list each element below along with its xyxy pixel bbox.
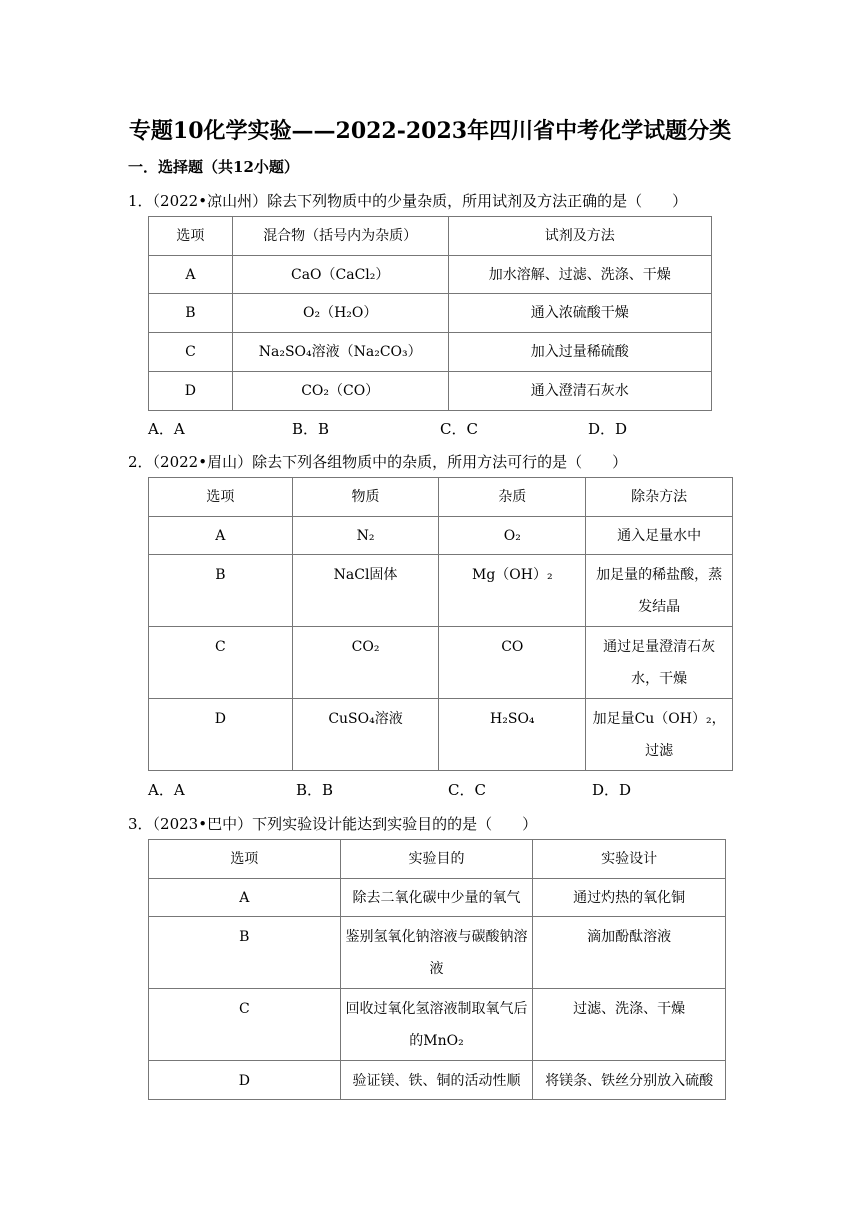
page-title: 专题10化学实验——2022-2023年四川省中考化学试题分类 <box>128 118 732 144</box>
table-header-cell: 杂质 <box>439 478 586 517</box>
option-c[interactable]: C．C <box>448 781 486 799</box>
table-cell: 滴加酚酞溶液 <box>533 917 726 989</box>
table-cell: 鉴别氢氧化钠溶液与碳酸钠溶液 <box>340 917 533 989</box>
table-cell: CuSO₄溶液 <box>292 699 439 771</box>
table-cell: 通过灼热的氧化铜 <box>533 879 726 917</box>
table-row <box>149 879 726 917</box>
question-1-stem: 1．（2022•凉山州）除去下列物质中的少量杂质，所用试剂及方法正确的是（ ） <box>128 192 688 210</box>
table-cell: 回收过氧化氢溶液制取氧气后的MnO₂ <box>340 989 533 1061</box>
table-cell: NaCl固体 <box>292 555 439 627</box>
table-cell: C <box>149 333 233 372</box>
table-cell: 加入过量稀硫酸 <box>448 333 711 372</box>
table-cell: 过滤、洗涤、干燥 <box>533 989 726 1061</box>
question-1-table <box>148 216 712 411</box>
table-row <box>149 699 733 771</box>
table-cell: 通入足量水中 <box>586 517 733 555</box>
table-row <box>149 294 712 333</box>
question-3-stem: 3．（2023•巴中）下列实验设计能达到实验目的的是（ ） <box>128 815 538 833</box>
table-header-cell: 混合物（括号内为杂质） <box>232 217 448 256</box>
option-b[interactable]: B．B <box>292 420 330 438</box>
table-cell: B <box>149 917 341 989</box>
table-row <box>149 372 712 411</box>
table-cell: N₂ <box>292 517 439 555</box>
table-cell: O₂ <box>439 517 586 555</box>
table-cell: C <box>149 989 341 1061</box>
option-d[interactable]: D．D <box>592 781 632 799</box>
table-header-row <box>149 840 726 879</box>
table-cell: 除去二氧化碳中少量的氧气 <box>340 879 533 917</box>
table-row <box>149 1061 726 1100</box>
table-row <box>149 333 712 372</box>
table-cell: 通过足量澄清石灰水，干燥 <box>586 627 733 699</box>
table-cell: A <box>149 256 233 294</box>
table-cell: A <box>149 517 293 555</box>
table-cell: 加水溶解、过滤、洗涤、干燥 <box>448 256 711 294</box>
option-a[interactable]: A．A <box>148 420 185 438</box>
table-cell: CO₂（CO） <box>232 372 448 411</box>
table-header-row <box>149 217 712 256</box>
table-header-cell: 试剂及方法 <box>448 217 711 256</box>
table-cell: CO₂ <box>292 627 439 699</box>
table-cell: C <box>149 627 293 699</box>
table-cell: 加足量的稀盐酸，蒸发结晶 <box>586 555 733 627</box>
table-header-row <box>149 478 733 517</box>
table-cell: B <box>149 294 233 333</box>
table-cell: CaO（CaCl₂） <box>232 256 448 294</box>
table-cell: O₂（H₂O） <box>232 294 448 333</box>
table-row <box>149 627 733 699</box>
table-cell: 加足量Cu（OH）₂，过滤 <box>586 699 733 771</box>
table-cell: 通入澄清石灰水 <box>448 372 711 411</box>
table-cell: 将镁条、铁丝分别放入硫酸 <box>533 1061 726 1100</box>
option-c[interactable]: C．C <box>440 420 478 438</box>
table-row <box>149 256 712 294</box>
table-cell: D <box>149 372 233 411</box>
table-cell: B <box>149 555 293 627</box>
option-b[interactable]: B．B <box>296 781 334 799</box>
table-cell: CO <box>439 627 586 699</box>
question-2-table <box>148 477 733 771</box>
question-3-table <box>148 839 726 1100</box>
table-cell: H₂SO₄ <box>439 699 586 771</box>
table-cell: D <box>149 699 293 771</box>
question-2-stem: 2．（2022•眉山）除去下列各组物质中的杂质，所用方法可行的是（ ） <box>128 453 628 471</box>
table-row <box>149 555 733 627</box>
table-cell: Mg（OH）₂ <box>439 555 586 627</box>
table-header-cell: 实验设计 <box>533 840 726 879</box>
section-heading: 一．选择题（共12小题） <box>128 158 299 176</box>
table-cell: 验证镁、铁、铜的活动性顺 <box>340 1061 533 1100</box>
table-header-cell: 选项 <box>149 840 341 879</box>
table-header-cell: 除杂方法 <box>586 478 733 517</box>
table-header-cell: 选项 <box>149 217 233 256</box>
table-row <box>149 917 726 989</box>
table-row <box>149 517 733 555</box>
option-a[interactable]: A．A <box>148 781 185 799</box>
table-cell: A <box>149 879 341 917</box>
table-row <box>149 989 726 1061</box>
table-cell: D <box>149 1061 341 1100</box>
table-cell: 通入浓硫酸干燥 <box>448 294 711 333</box>
table-header-cell: 实验目的 <box>340 840 533 879</box>
option-d[interactable]: D．D <box>588 420 628 438</box>
table-header-cell: 选项 <box>149 478 293 517</box>
table-header-cell: 物质 <box>292 478 439 517</box>
table-cell: Na₂SO₄溶液（Na₂CO₃） <box>232 333 448 372</box>
